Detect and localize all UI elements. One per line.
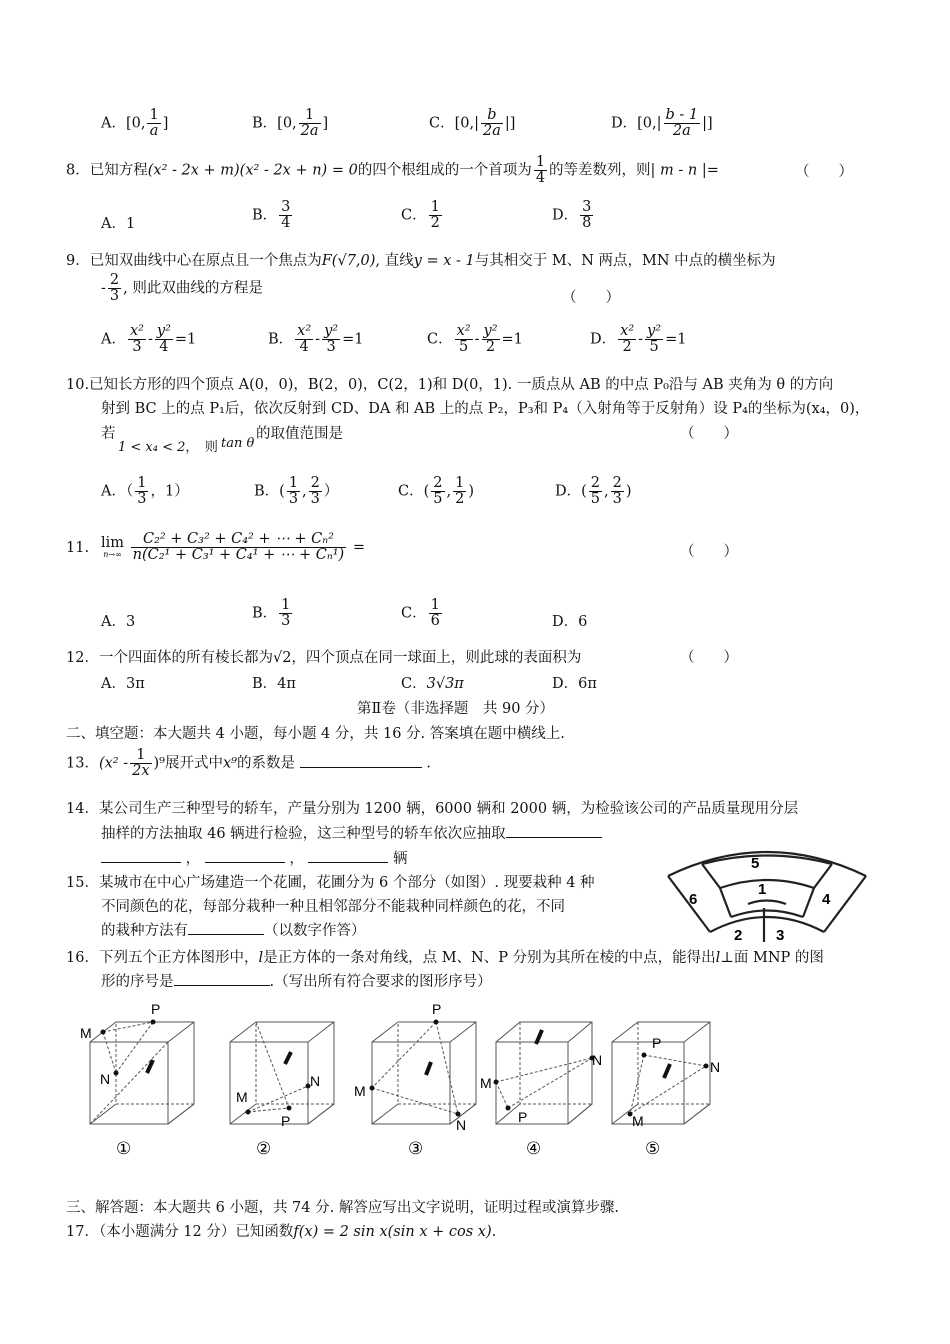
q10-option-a: A．（ $\frac{1}{3}$ ，1）	[101, 475, 189, 508]
cube4-point-m	[494, 1080, 499, 1085]
q14-stem-line2: 抽样的方法抽取 46 辆进行检验，这三种型号的轿车依次应抽取	[101, 822, 602, 843]
q8-option-c: C． $\frac{1}{2}$	[401, 199, 440, 232]
q10-stem-line3: 若	[101, 426, 116, 442]
q13-stem: 13．(x² - $\frac{1}{2x}$ )⁹展开式中x⁹的系数是 .	[66, 747, 431, 780]
q16-stem-line1: 16．下列五个正方体图形中，l是正方体的一条对角线，点 M、N、P 分别为其所在棱的中点，能得出l⊥面 MNP 的图	[66, 950, 824, 966]
q9-stem-line2: - $\frac{2}{3}$ , 则此双曲线的方程是	[101, 272, 263, 305]
q10-option-c: C．( $\frac{2}{5}$ , $\frac{1}{2}$ )	[398, 475, 475, 508]
cube1-label-n: N	[100, 1071, 111, 1087]
flower-bed-inner-arc	[710, 917, 824, 932]
q7-option-c: C．[0,| $\frac{b}{2a}$ |]	[429, 107, 516, 140]
cube2-diagonal-l-mark	[285, 1052, 291, 1064]
cube5-number: ⑤	[645, 1139, 661, 1158]
q8-option-a: A．1	[101, 216, 136, 232]
q11-limit-expr: lim n→∞ $\frac{\text{C₂² + C₃² + C₄² + ⋯ + Cₙ²}}{\text{n(C₂¹ + C₃¹ + C₄¹ + ⋯ + Cₙ¹)}}$ =	[101, 531, 365, 564]
cube3-diagonal-l-mark	[426, 1062, 431, 1075]
q12-answer-paren: （ ）	[680, 650, 738, 666]
q9-option-c: C． $\frac{\text{x²}}{5}$ - $\frac{\text{y²}}{2}$ =1	[427, 323, 523, 356]
q16-answer-blank[interactable]	[174, 971, 270, 986]
flower-bed-region-2: 2	[734, 927, 743, 944]
flower-bed-ring-arc-2	[720, 880, 814, 888]
q11-option-d: D．6	[552, 614, 588, 630]
q11-option-c: C． $\frac{1}{6}$	[401, 597, 440, 630]
part2-title: 第Ⅱ卷（非选择题 共 90 分）	[357, 701, 555, 717]
cube2-point-m	[246, 1110, 251, 1115]
q17-stem: 17．（本小题满分 12 分）已知函数f(x) = 2 sin x(sin x + cos x).	[66, 1224, 497, 1240]
q10-range-text: 的取值范围是	[256, 426, 343, 442]
q10-option-b: B．( $\frac{1}{3}$ , $\frac{2}{3}$ ）	[254, 475, 339, 508]
q12-option-c: C．3√3π	[401, 676, 464, 692]
q10-stem-line2: 射到 BC 上的点 P₁后，依次反射到 CD、DA 和 AB 上的点 P₂，P₃和 P₄（入射角等于反射角）设 P₄的坐标为(x₄，0)，	[101, 401, 870, 417]
cube5-diagonal-l-mark	[664, 1064, 670, 1078]
q16-stem-line2: 形的序号是 .（写出所有符合要求的图形序号）	[101, 970, 492, 991]
q8-option-b: B． $\frac{3}{4}$	[252, 199, 291, 232]
flower-bed-region-6: 6	[689, 891, 698, 908]
cube2-label-n: N	[310, 1073, 321, 1089]
q14-answer-blank-1[interactable]	[506, 823, 602, 838]
q14-stem-line1: 14．某公司生产三种型号的轿车，产量分别为 1200 辆，6000 辆和 2000 辆，为检验该公司的产品质量现用分层	[66, 801, 799, 817]
q7-option-d: D．[0,| $\frac{b - 1}{2a}$ |]	[611, 107, 713, 140]
cube4-label-m: M	[480, 1075, 492, 1091]
q10-answer-paren: （ ）	[680, 426, 738, 442]
cube2-number: ②	[256, 1139, 272, 1158]
q15-answer-blank[interactable]	[188, 920, 264, 935]
q9-option-b: B． $\frac{\text{x²}}{4}$ - $\frac{\text{y²}}{3}$ =1	[268, 323, 364, 356]
q10-tan: tan θ	[221, 436, 255, 451]
q11-label: 11.	[66, 540, 90, 556]
cube3-label-p: P	[432, 1001, 442, 1017]
q15-stem-line1: 15．某城市在中心广场建造一个花圃，花圃分为 6 个部分（如图）. 现要栽种 4 种	[66, 875, 595, 891]
q14-answer-blank-2[interactable]	[101, 848, 181, 863]
cube-figure-2	[218, 1000, 348, 1160]
flower-bed-figure	[660, 842, 874, 962]
q11-option-a: A．3	[101, 614, 136, 630]
q9-option-d: D． $\frac{\text{x²}}{2}$ - $\frac{\text{y²}}{5}$ =1	[590, 323, 687, 356]
cube1-point-n	[114, 1071, 119, 1076]
q10-option-d: D．( $\frac{2}{5}$ , $\frac{2}{3}$ )	[555, 475, 632, 508]
flower-bed-divider-left	[702, 864, 731, 917]
cube1-label-p: P	[151, 1001, 161, 1017]
cube3-point-p	[434, 1020, 439, 1025]
q10-condition: 1 < x₄ < 2， 则	[118, 440, 218, 455]
cube2-label-p: P	[281, 1113, 291, 1129]
q14-stem-line3: ， ， 辆	[101, 847, 408, 868]
cube-figure-1	[78, 1000, 208, 1160]
cube-figure-3	[352, 1000, 482, 1160]
q14-answer-blank-4[interactable]	[308, 848, 388, 863]
cube3-label-n: N	[456, 1117, 467, 1133]
q10-stem-line1: 10.已知长方形的四个顶点 A(0，0)，B(2，0)，C(2，1)和 D(0，1). 一质点从 AB 的中点 P₀沿与 AB 夹角为 θ 的方向	[66, 377, 834, 393]
cube4-label-p: P	[518, 1109, 528, 1125]
part3-section-heading: 三、解答题：本大题共 6 小题，共 74 分. 解答应写出文字说明，证明过程或演算步骤.	[66, 1200, 619, 1216]
cube2-point-p	[287, 1106, 292, 1111]
cube4-number: ④	[526, 1139, 542, 1158]
cube5-label-n: N	[710, 1059, 721, 1075]
cube4-label-n: N	[592, 1052, 603, 1068]
q9-option-a: A． $\frac{\text{x²}}{3}$ - $\frac{\text{y²}}{4}$ =1	[101, 323, 197, 356]
q12-stem: 12．一个四面体的所有棱长都为√2，四个顶点在同一球面上，则此球的表面积为	[66, 650, 582, 666]
cube2-label-m: M	[236, 1089, 248, 1105]
flower-bed-region-1: 1	[758, 881, 767, 898]
q12-option-d: D．6π	[552, 676, 597, 692]
cube-figure-4	[478, 1000, 608, 1160]
cube1-number: ①	[116, 1139, 132, 1158]
flower-bed-region-4: 4	[822, 891, 831, 908]
q7-option-a: A．[0, $\frac{1}{a}$ ]	[101, 107, 169, 140]
q15-stem-line2: 不同颜色的花，每部分栽种一种且相邻部分不能栽种同样颜色的花，不同	[101, 899, 565, 915]
cube5-label-m: M	[632, 1113, 644, 1129]
flower-bed-region-5: 5	[751, 855, 760, 872]
q13-answer-blank[interactable]	[300, 753, 422, 768]
q11-option-b: B． $\frac{1}{3}$	[252, 597, 291, 630]
cube4-point-p	[506, 1106, 511, 1111]
cube3-point-m	[370, 1086, 375, 1091]
cube1-label-m: M	[80, 1025, 92, 1041]
part2-section-heading: 二、填空题：本大题共 4 小题，每小题 4 分，共 16 分. 答案填在题中横线上.	[66, 726, 565, 742]
q15-stem-line3: 的栽种方法有 （以数字作答）	[101, 919, 366, 940]
cube1-diagonal-l-mark	[147, 1060, 153, 1073]
cube3-number: ③	[408, 1139, 424, 1158]
cube5-label-p: P	[652, 1035, 662, 1051]
cube1-point-m	[101, 1030, 106, 1035]
flower-bed-region-3: 3	[776, 927, 785, 944]
q8-option-d: D． $\frac{3}{8}$	[552, 199, 592, 232]
q11-answer-paren: （ ）	[680, 544, 738, 560]
cube-figure-5	[600, 1000, 730, 1160]
cube3-label-m: M	[354, 1083, 366, 1099]
cube1-point-p	[151, 1020, 156, 1025]
q12-option-b: B．4π	[252, 676, 296, 692]
cube5-point-p	[642, 1053, 647, 1058]
q7-option-b: B．[0, $\frac{1}{2a}$ ]	[252, 107, 329, 140]
q8-answer-paren: （ ）	[795, 164, 853, 180]
cube5-point-n	[704, 1064, 709, 1069]
q9-answer-paren: （ ）	[562, 290, 620, 306]
q12-option-a: A．3π	[101, 676, 145, 692]
q14-answer-blank-3[interactable]	[205, 848, 285, 863]
q9-stem-line1: 9．已知双曲线中心在原点且一个焦点为F(√7,0), 直线y = x - 1与其相交于 M、N 两点，MN 中点的横坐标为	[66, 253, 776, 269]
q8-stem: 8．已知方程(x² - 2x + m)(x² - 2x + n) = 0的四个根组成的一个首项为 $\frac{1}{4}$ 的等差数列，则| m - n |=	[66, 154, 719, 187]
cube3-point-n	[456, 1112, 461, 1117]
